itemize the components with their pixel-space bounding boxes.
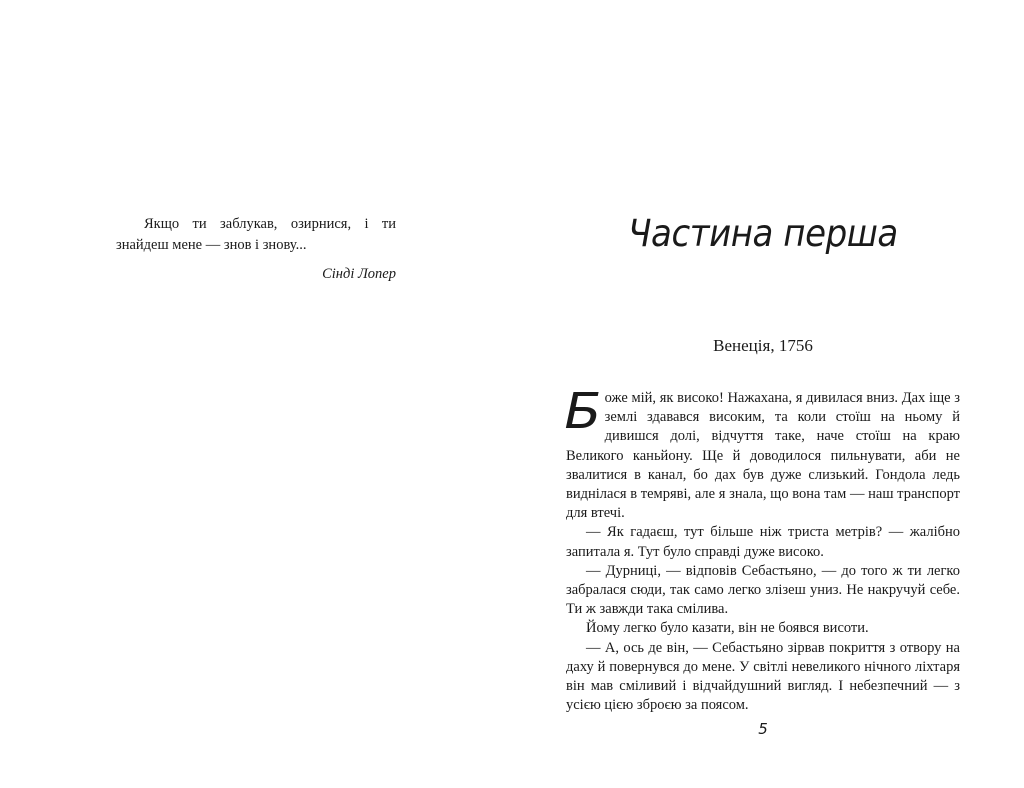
part-title: Частина перша (628, 212, 898, 255)
paragraph-5: — А, ось де він, — Себастьяно зірвав покриття з отвору на даху й повернувся до мене. У світлі невеликого нічного ліхтаря він мав сміливий і відчайдушний вигляд. І небезпечний — з усією цією зброєю за поясом. (566, 639, 960, 714)
page-number: 5 (758, 720, 768, 738)
chapter-heading: Венеція, 1756 (713, 336, 813, 355)
paragraph-1: оже мій, як високо! Нажахана, я дивилася вниз. Дах іще з землі здавався високим, та коли стоїш на ньому й дивишся долі, відчуття таке, наче стоїш на краю Великого каньйону. Ще й доводилося пильнувати, аби не звалитися в канал, бо дах був дуже слизький. Гондола ледь виднілася в темряві, але я знала, що вона там — наш транспорт для втечі. (566, 390, 960, 522)
epigraph (116, 214, 396, 285)
body-text (564, 383, 960, 715)
paragraph-3: — Дурниці, — відповів Себастьяно, — до того ж ти легко забралася сюди, так само легко злізеш униз. Не накручуй себе. Ти ж завжди така смілива. (566, 562, 960, 618)
epigraph-text: Якщо ти заблукав, озирнися, і ти знайдеш мене — знов і знову... (116, 216, 396, 253)
drop-cap: Б (564, 383, 602, 440)
paragraph-2: — Як гадаєш, тут більше ніж триста метрів? — жалібно запитала я. Тут було справді дуже високо. (566, 524, 960, 560)
paragraph-4: Йому легко було казати, він не боявся висоти. (586, 620, 869, 637)
epigraph-author: Сінді Лопер (322, 266, 396, 282)
